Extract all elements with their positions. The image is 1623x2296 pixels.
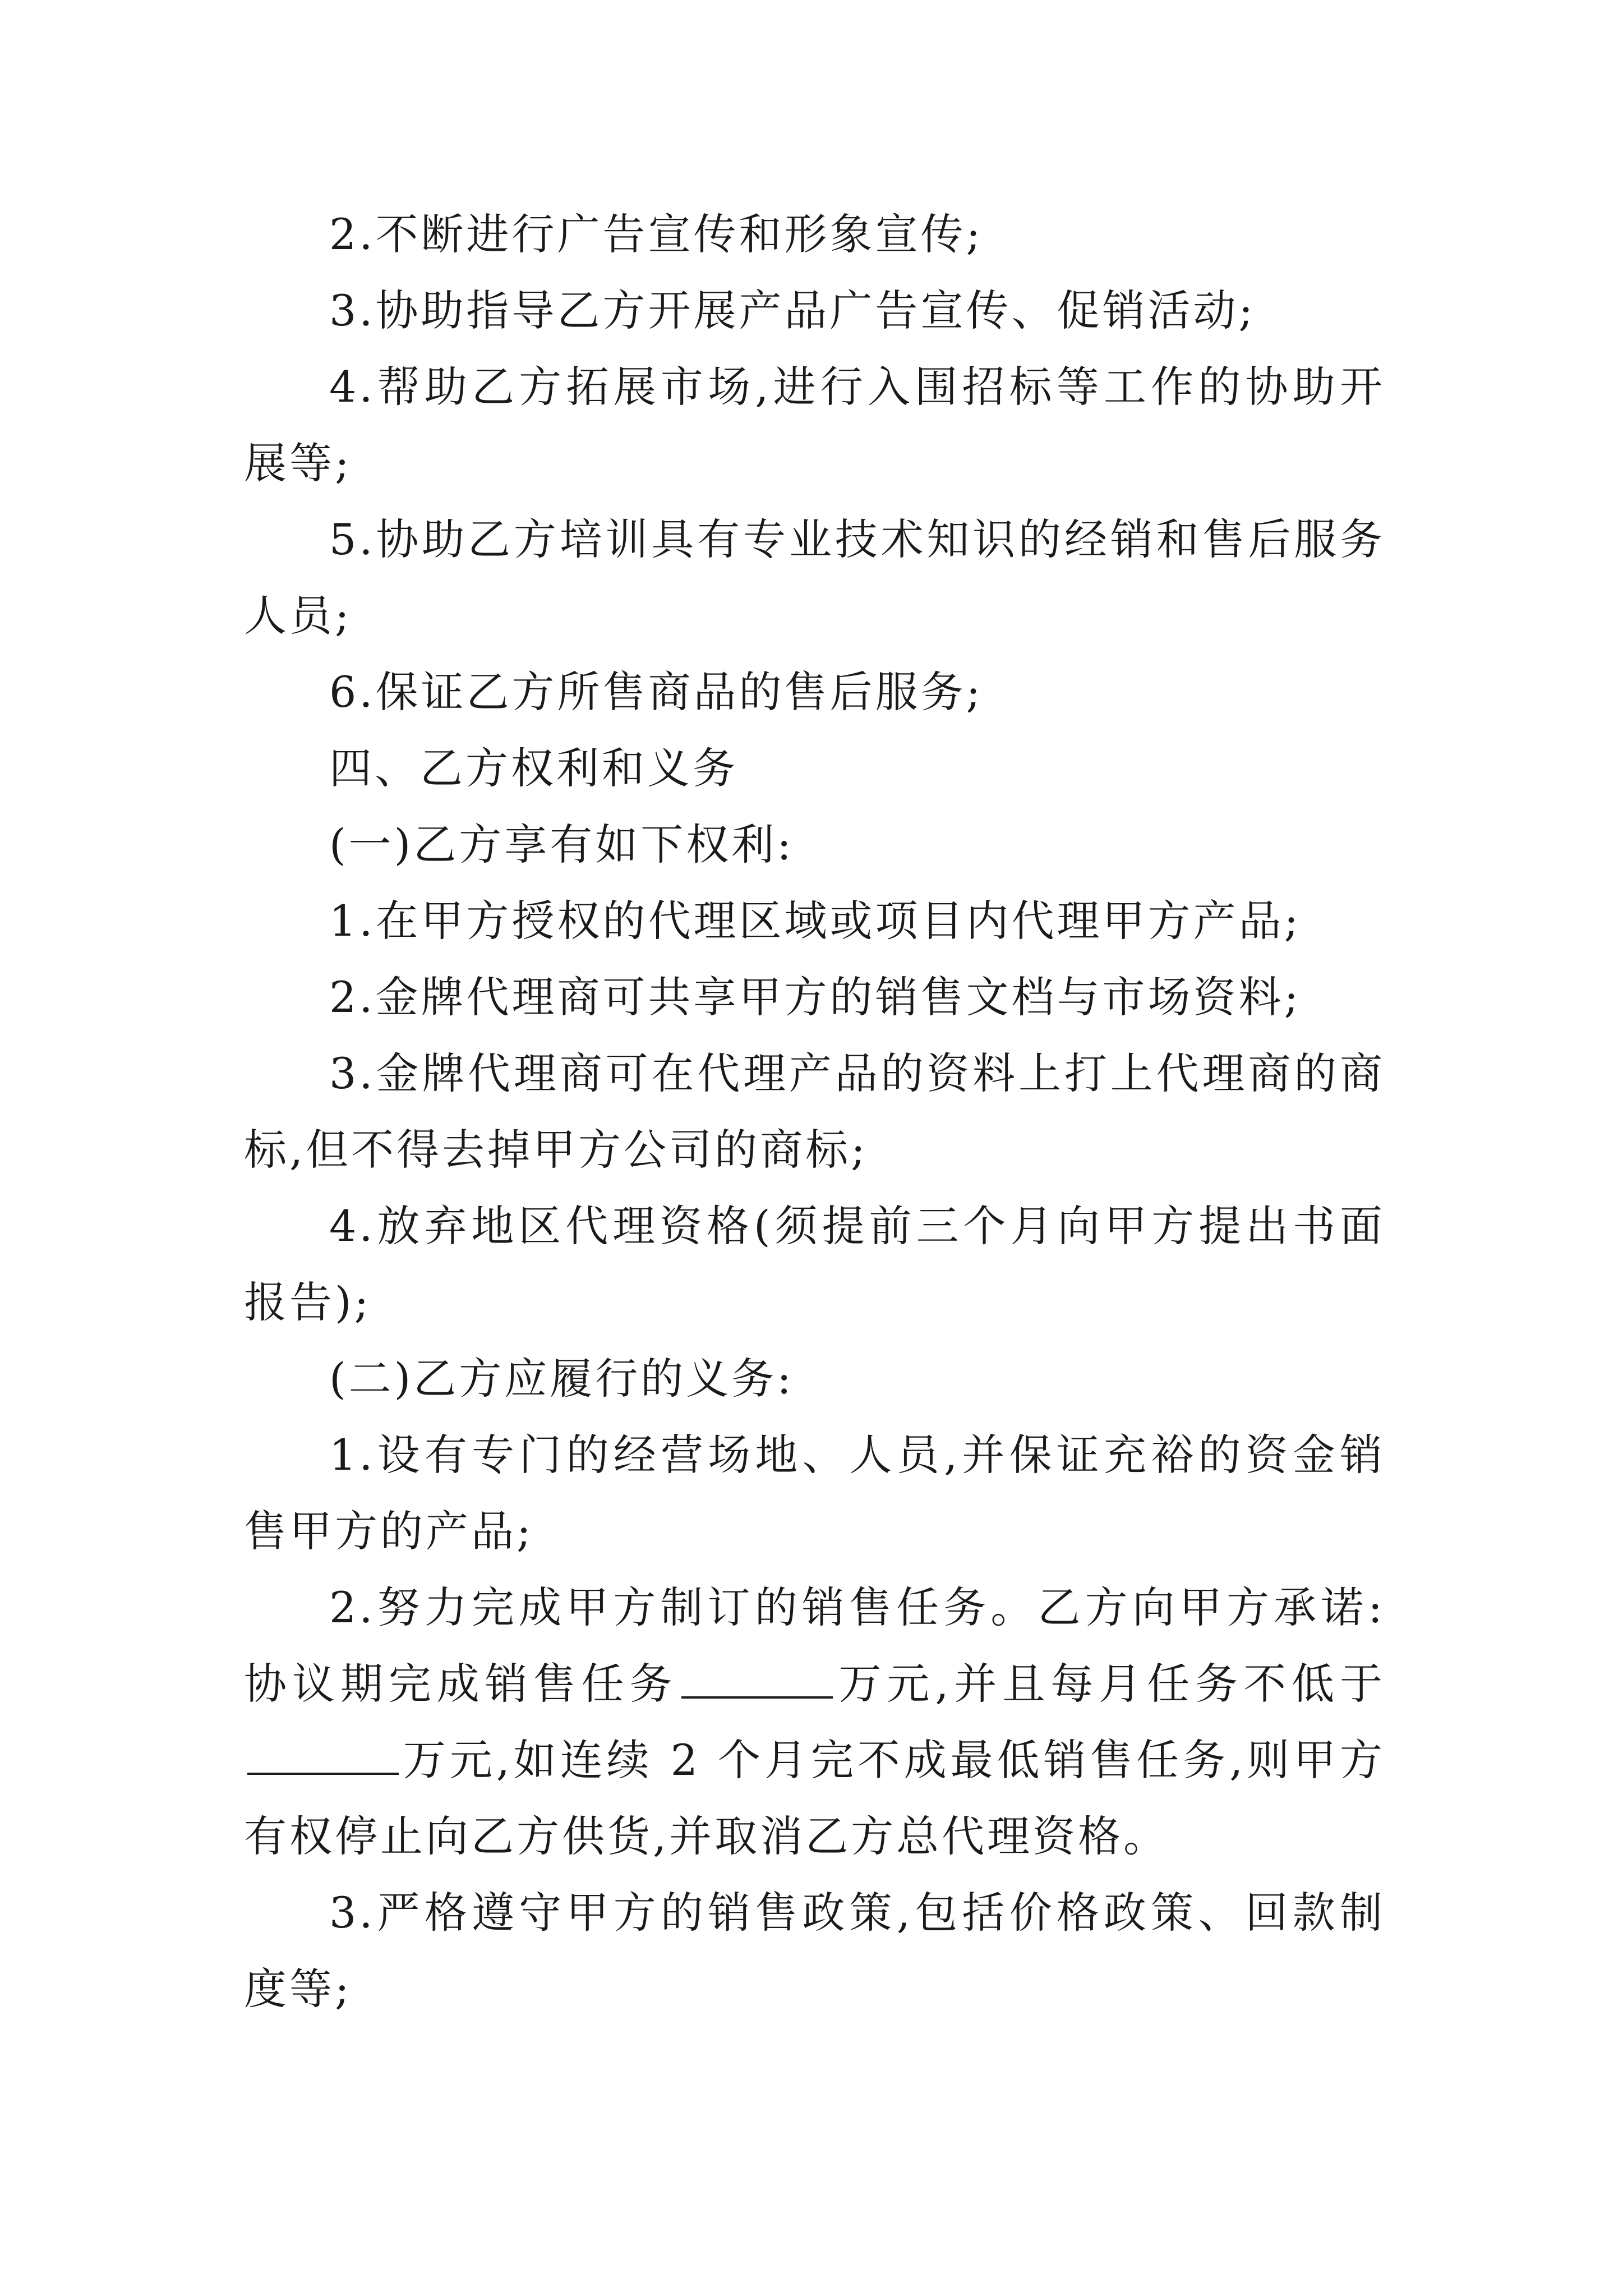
paragraph-item-5: 5.协助乙方培训具有专业技术知识的经销和售后服务人员; — [244, 514, 1385, 641]
obligations-item-2-part1: 2.努力完成甲方制订的销售任务。乙方向甲方承诺:协议期完成销售任务 — [244, 1582, 1385, 1709]
paragraph-item-6: 6.保证乙方所售商品的售后服务; — [329, 667, 984, 717]
obligations-item-1: 1.设有专门的经营场地、人员,并保证充裕的资金销售甲方的产品; — [244, 1430, 1385, 1556]
rights-item-1: 1.在甲方授权的代理区域或项目内代理甲方产品; — [329, 896, 1302, 946]
rights-item-4: 4.放弃地区代理资格(须提前三个月向甲方提出书面报告); — [244, 1201, 1385, 1327]
obligations-item-3: 3.严格遵守甲方的销售政策,包括价格政策、回款制度等; — [244, 1888, 1385, 2014]
rights-item-2: 2.金牌代理商可共享甲方的销售文档与市场资料; — [329, 972, 1302, 1022]
obligations-item-2-part3: 万元,如连续 2 个月完不成最低销售任务,则甲方有权停止向乙方供货,并取消乙方总代理资格。 — [244, 1735, 1385, 1861]
paragraph-item-3: 3.协助指导乙方开展产品广告宣传、促销活动; — [329, 286, 1256, 335]
monthly-target-blank[interactable] — [247, 1739, 399, 1775]
section-heading-4: 四、乙方权利和义务 — [329, 743, 738, 793]
paragraph-item-2: 2.不断进行广告宣传和形象宣传; — [329, 209, 984, 259]
rights-item-3: 3.金牌代理商可在代理产品的资料上打上代理商的商标,但不得去掉甲方公司的商标; — [244, 1048, 1385, 1175]
paragraph-item-4: 4.帮助乙方拓展市场,进行入围招标等工作的协助开展等; — [244, 362, 1385, 488]
obligations-item-2-part2: 万元,并且每月任务不低于 — [836, 1659, 1385, 1709]
subsection-heading-obligations: (二)乙方应履行的义务: — [329, 1354, 794, 1404]
sales-target-blank[interactable] — [681, 1663, 833, 1699]
obligations-item-2 — [244, 1570, 1385, 1875]
subsection-heading-rights: (一)乙方享有如下权利: — [329, 820, 794, 869]
document-body — [244, 196, 1385, 2027]
